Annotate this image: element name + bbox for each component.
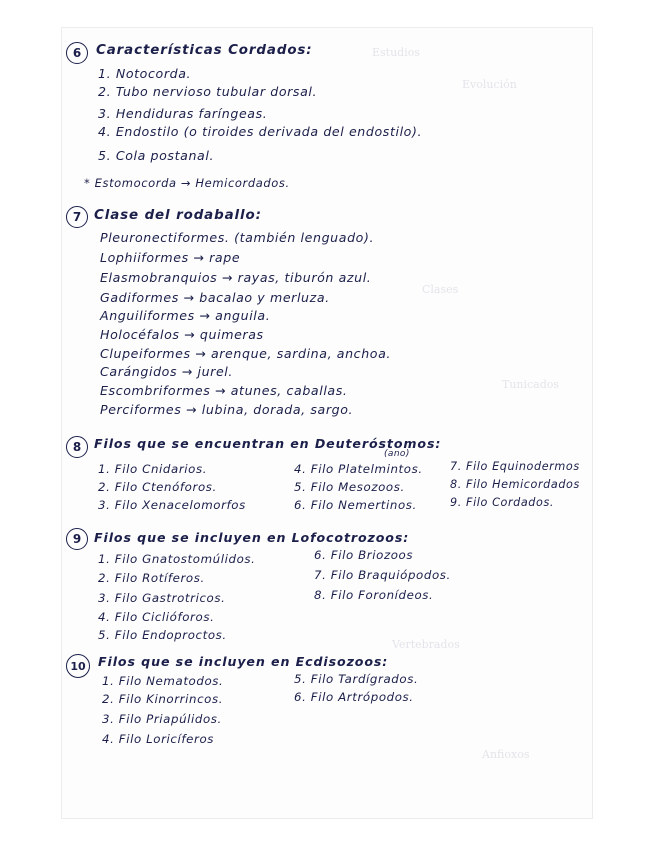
- section-8-ano-note: (ano): [384, 449, 410, 459]
- section-8-title: Filos que se encuentran en Deuteróstomos:: [94, 436, 442, 451]
- list-item: 1. Notocorda.: [98, 66, 192, 81]
- list-item: 8. Filo Hemicordados: [450, 478, 580, 491]
- list-item: 4. Filo Ciclióforos.: [98, 610, 215, 624]
- list-item: 2. Filo Ctenóforos.: [98, 480, 217, 494]
- list-item: 1. Filo Cnidarios.: [98, 462, 208, 476]
- notebook-page: [62, 28, 592, 818]
- list-item: 7. Filo Equinodermos: [450, 460, 580, 473]
- list-item: 3. Filo Xenacelomorfos: [98, 498, 246, 512]
- list-item: Anguiliformes → anguila.: [100, 308, 271, 323]
- list-item: Escombriformes → atunes, caballas.: [100, 383, 348, 398]
- list-item: 8. Filo Foronídeos.: [314, 588, 434, 602]
- list-item: 3. Hendiduras faríngeas.: [98, 106, 268, 121]
- list-item: 6. Filo Briozoos: [314, 548, 414, 562]
- list-item: Carángidos → jurel.: [100, 364, 234, 379]
- section-number-6: 6: [66, 42, 88, 64]
- list-item: 6. Filo Artrópodos.: [294, 690, 414, 704]
- list-item: Perciformes → lubina, dorada, sargo.: [100, 402, 354, 417]
- section-6-title: Características Cordados:: [96, 43, 313, 58]
- list-item: 5. Filo Tardígrados.: [294, 672, 419, 686]
- list-item: 1. Filo Gnatostomúlidos.: [98, 552, 256, 566]
- bleed-text: Anfioxos: [482, 748, 530, 761]
- section-10-title: Filos que se incluyen en Ecdisozoos:: [98, 654, 389, 669]
- section-number-8: 8: [66, 436, 88, 458]
- list-item: Holocéfalos → quimeras: [100, 327, 264, 342]
- list-item: 2. Filo Kinorrincos.: [102, 692, 224, 706]
- list-item: Clupeiformes → arenque, sardina, anchoa.: [100, 346, 392, 361]
- section-9-title: Filos que se incluyen en Lofocotrozoos:: [94, 530, 410, 545]
- list-item: 2. Filo Rotíferos.: [98, 571, 205, 585]
- section-number-9: 9: [66, 528, 88, 550]
- list-item: 1. Filo Nematodos.: [102, 674, 224, 688]
- list-item: 3. Filo Gastrotricos.: [98, 591, 226, 605]
- list-item: Pleuronectiformes. (también lenguado).: [100, 230, 375, 245]
- list-item: 5. Filo Endoproctos.: [98, 628, 227, 642]
- list-item: 4. Filo Platelmintos.: [294, 462, 423, 476]
- bleed-text: Vertebrados: [392, 638, 460, 651]
- bleed-text: Clases: [422, 283, 459, 296]
- list-item: 5. Filo Mesozoos.: [294, 480, 405, 494]
- bleed-text: Estudios: [372, 46, 421, 59]
- list-item: Lophiiformes → rape: [100, 250, 241, 265]
- list-item: 9. Filo Cordados.: [450, 496, 555, 509]
- list-item: 3. Filo Priapúlidos.: [102, 712, 222, 726]
- list-item: Elasmobranquios → rayas, tiburón azul.: [100, 270, 372, 285]
- section-number-7: 7: [66, 206, 88, 228]
- list-item: 2. Tubo nervioso tubular dorsal.: [98, 84, 318, 99]
- section-7-title: Clase del rodaballo:: [94, 208, 262, 223]
- list-item: 6. Filo Nemertinos.: [294, 498, 417, 512]
- section-6-note: * Estomocorda → Hemicordados.: [84, 176, 290, 190]
- section-number-10: 10: [66, 654, 90, 678]
- bleed-text: Evolución: [462, 78, 517, 91]
- list-item: 7. Filo Braquiópodos.: [314, 568, 451, 582]
- bleed-text: Tunicados: [502, 378, 560, 391]
- list-item: 4. Filo Loricíferos: [102, 732, 215, 746]
- list-item: Gadiformes → bacalao y merluza.: [100, 290, 330, 305]
- list-item: 4. Endostilo (o tiroides derivada del endostilo).: [98, 124, 423, 139]
- list-item: 5. Cola postanal.: [98, 148, 215, 163]
